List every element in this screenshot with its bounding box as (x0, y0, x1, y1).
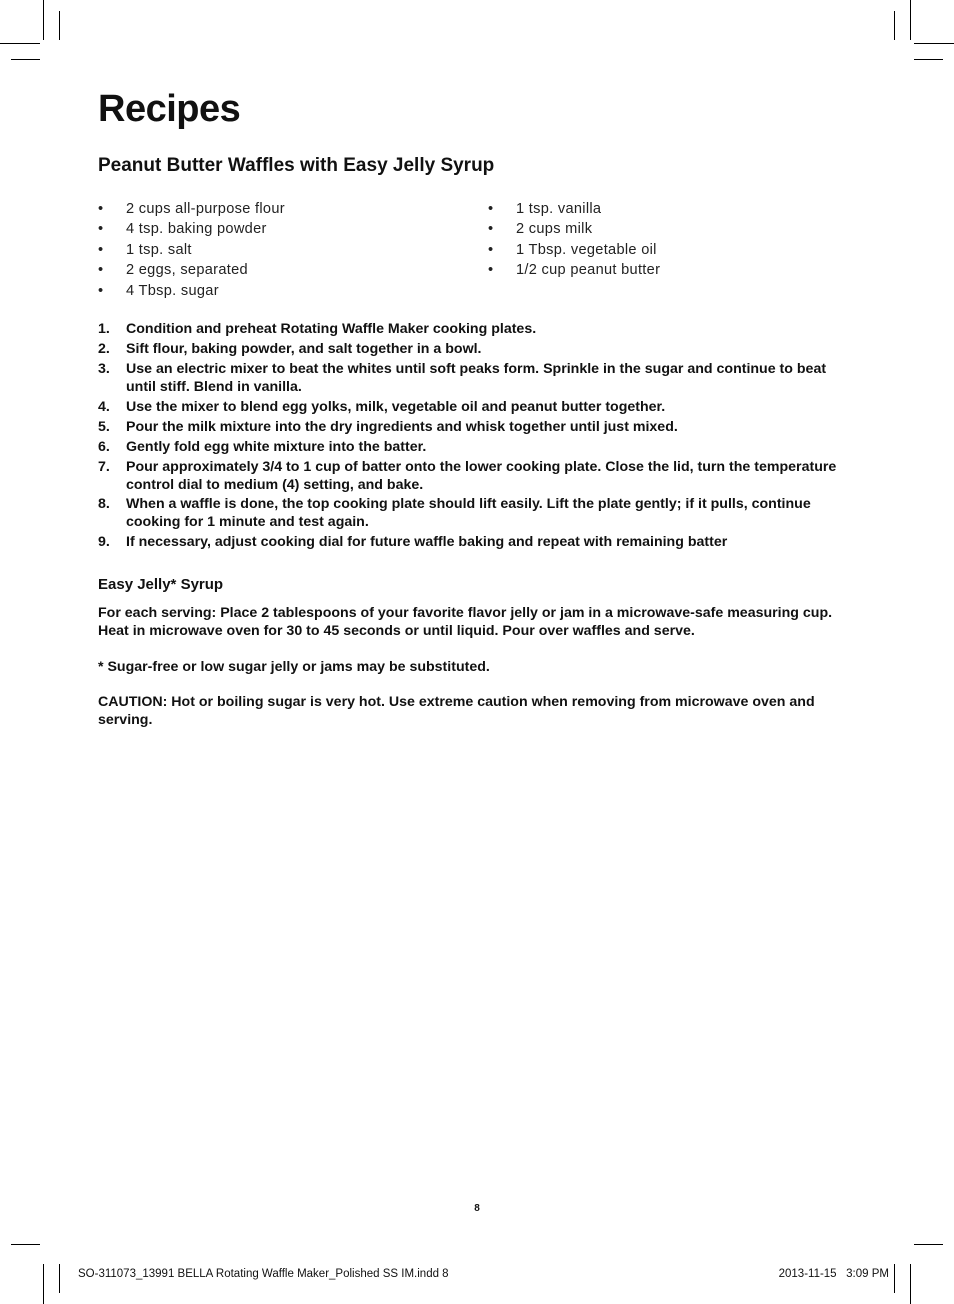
list-item (98, 199, 285, 219)
list-item (98, 240, 285, 260)
list-item (488, 240, 660, 260)
crop-mark (59, 1264, 60, 1293)
list-item (98, 260, 285, 280)
instruction-step (98, 361, 858, 397)
page-number: 8 (474, 1203, 480, 1214)
crop-mark (0, 43, 40, 44)
step-number: 5. (98, 418, 110, 435)
ingredient-text: 2 eggs, separated (126, 262, 248, 279)
ingredients-left (98, 199, 285, 301)
crop-mark (910, 1264, 911, 1304)
instructions-list (98, 321, 858, 554)
bullet: • (98, 201, 104, 217)
crop-mark (894, 11, 895, 40)
caution-note: CAUTION: Hot or boiling sugar is very hot. Use extreme caution when removing from microwave oven and serving. (98, 694, 815, 728)
instruction-step (98, 321, 858, 339)
instruction-step (98, 439, 858, 457)
step-text: Sift flour, baking powder, and salt together in a bowl. (126, 340, 482, 357)
step-number: 8. (98, 496, 110, 513)
ingredient-text: 4 tsp. baking powder (126, 221, 267, 238)
bullet: • (98, 262, 104, 279)
step-text: If necessary, adjust cooking dial for future waffle baking and repeat with remaining batter (126, 534, 728, 551)
list-item (488, 260, 660, 280)
crop-mark (914, 43, 954, 44)
step-text: Use an electric mixer to beat the whites until soft peaks form. Sprinkle in the sugar and continue to beat until stiff. Blend in vanilla. (126, 360, 827, 395)
instruction-step (98, 419, 858, 437)
crop-mark (894, 1264, 895, 1293)
step-text: Pour the milk mixture into the dry ingredients and whisk together until just mixed. (126, 418, 678, 435)
crop-mark (914, 59, 943, 60)
list-item (488, 219, 660, 239)
ingredients-right (488, 199, 660, 281)
footnote: * Sugar-free or low sugar jelly or jams may be substituted. (98, 659, 490, 675)
bullet: • (488, 221, 494, 238)
bullet: • (488, 241, 494, 258)
crop-mark (914, 1244, 943, 1245)
ingredient-text: 1 Tbsp. vegetable oil (516, 241, 657, 258)
bullet: • (488, 262, 494, 279)
crop-mark (43, 1264, 44, 1304)
instruction-step (98, 341, 858, 359)
step-number: 3. (98, 360, 110, 377)
list-item (98, 281, 285, 301)
ingredient-text: 2 cups milk (516, 221, 593, 238)
slug-timestamp: 2013-11-15 3:09 PM (778, 1268, 889, 1280)
bullet: • (98, 241, 104, 258)
step-number: 4. (98, 398, 110, 415)
crop-mark (11, 1244, 40, 1245)
ingredient-text: 1 tsp. salt (126, 241, 192, 258)
step-text: Use the mixer to blend egg yolks, milk, vegetable oil and peanut butter together. (126, 398, 666, 415)
instruction-step (98, 534, 858, 552)
syrup-instructions: For each serving: Place 2 tablespoons of your favorite flavor jelly or jam in a microwave-safe measuring cup. Heat in microwave oven for 30 to 45 seconds or until liquid. Pour over waffles and serve. (98, 605, 833, 639)
ingredient-text: 1 tsp. vanilla (516, 201, 602, 217)
recipe-title: Peanut Butter Waffles with Easy Jelly Syrup (98, 155, 495, 176)
bullet: • (98, 221, 104, 238)
instruction-step (98, 399, 858, 417)
step-number: 2. (98, 340, 110, 357)
instruction-step (98, 496, 858, 532)
slug-filename: SO-311073_13991 BELLA Rotating Waffle Maker_Polished SS IM.indd 8 (78, 1268, 449, 1280)
list-item (488, 199, 660, 219)
crop-mark (11, 59, 40, 60)
ingredient-text: 1/2 cup peanut butter (516, 262, 661, 279)
syrup-heading: Easy Jelly* Syrup (98, 576, 224, 593)
crop-mark (910, 0, 911, 40)
bullet: • (98, 282, 104, 299)
step-number: 7. (98, 458, 110, 475)
list-item (98, 219, 285, 239)
step-text: Condition and preheat Rotating Waffle Maker cooking plates. (126, 321, 537, 337)
bullet: • (488, 201, 494, 217)
crop-mark (43, 0, 44, 40)
step-number: 1. (98, 321, 110, 337)
crop-mark (59, 11, 60, 40)
step-text: When a waffle is done, the top cooking plate should lift easily. Lift the plate gently; if it pulls, continue cooking for 1 minute and test again. (126, 496, 811, 531)
step-text: Gently fold egg white mixture into the batter. (126, 438, 427, 455)
step-number: 9. (98, 534, 110, 551)
step-number: 6. (98, 438, 110, 455)
instruction-step (98, 459, 858, 495)
ingredient-text: 2 cups all-purpose flour (126, 201, 285, 217)
ingredient-text: 4 Tbsp. sugar (126, 282, 219, 299)
page-title: Recipes (98, 88, 241, 130)
step-text: Pour approximately 3/4 to 1 cup of batter onto the lower cooking plate. Close the lid, turn the temperature control dial to medium (4) setting, and bake. (126, 458, 837, 493)
